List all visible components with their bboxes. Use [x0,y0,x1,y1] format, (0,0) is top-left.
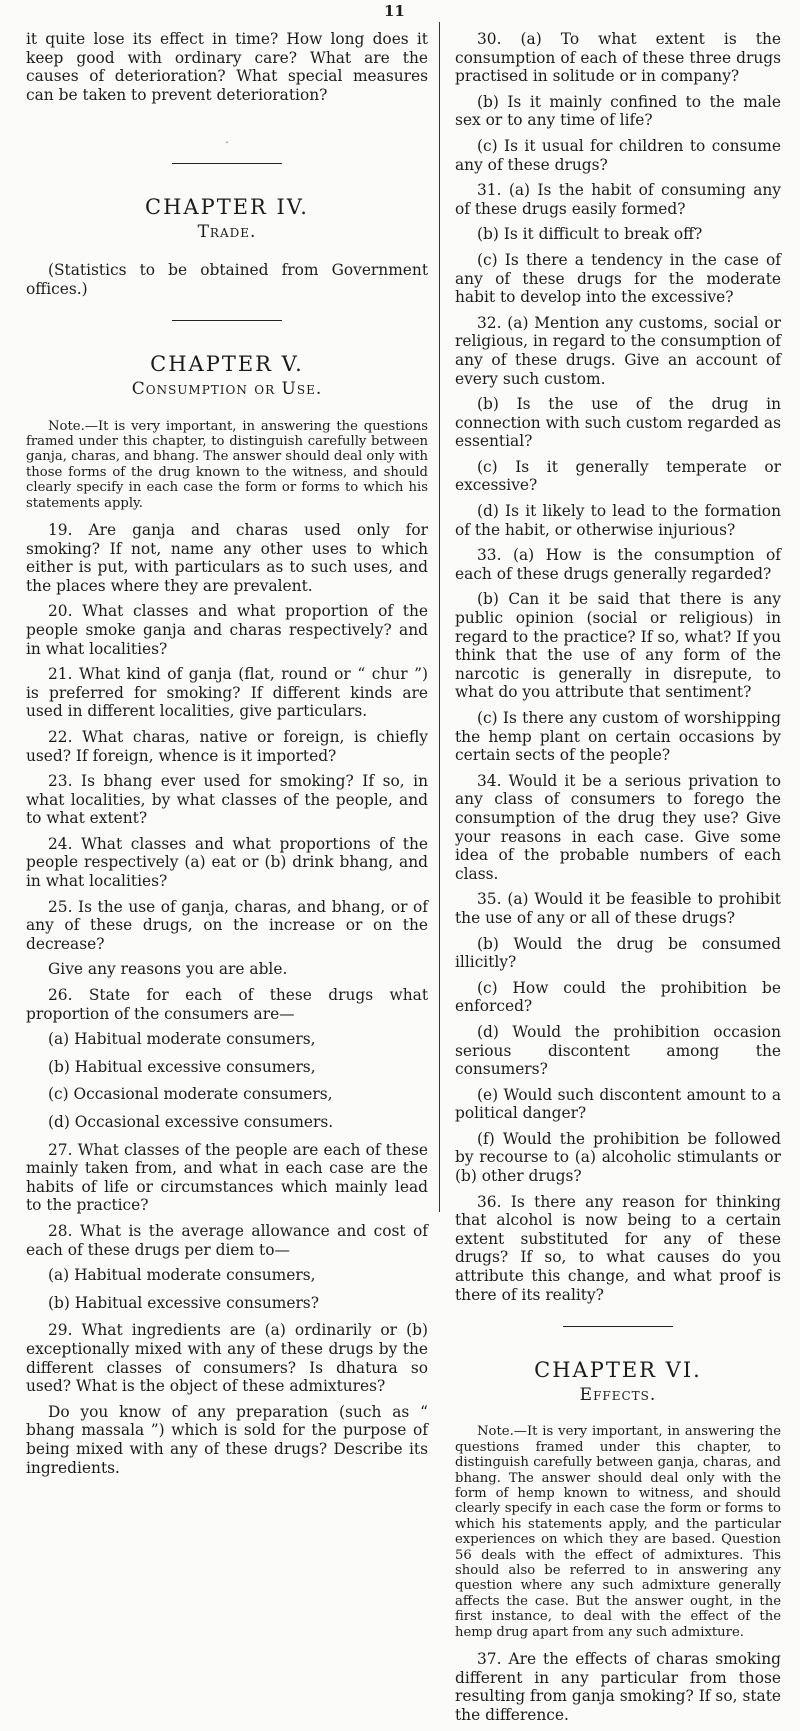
page-number: 11 [384,2,405,20]
chapter-6-heading: CHAPTER VI. [534,1358,702,1383]
chapter-4-note: (Statistics to be obtained from Government offices.) [26,261,428,298]
question-31: 31. (a) Is the habit of consuming any of these drugs easily formed? [455,181,781,218]
question-35-e: (e) Would such discontent amount to a political danger? [455,1085,781,1123]
chapter-5-heading: CHAPTER V. [150,352,304,377]
question-30-b: (b) Is it mainly confined to the male sex or to any time of life? [455,92,781,130]
question-29-followup: Do you know of any preparation (such as “ bhang massala ”) which is sold for the purpose of being mixed with any of these drugs? Describe its ingredients. [26,1402,428,1477]
chapter-4-subheading: Trade. [197,221,257,242]
question-34: 34. Would it be a serious privation to any class of consumers to forego the consumption of the drug they use? Give your reasons in each case. Give some idea of the probable numbers of each class. [455,771,781,883]
question-32-d: (d) Is it likely to lead to the formation of the habit, or otherwise injurious? [455,502,781,539]
question-30: 30. (a) To what extent is the consumption of each of these three drugs practised in solitude or in company? [455,30,781,86]
chapter-4-heading: CHAPTER IV. [145,194,309,219]
question-31-c: (c) Is there a tendency in the case of any of these drugs for the moderate habit to develop into the excessive? [455,250,781,307]
question-35-c: (c) How could the prohibition be enforced? [455,978,781,1016]
question-35-f: (f) Would the prohibition be followed by recourse to (a) alcoholic stimulants or (b) other drugs? [455,1129,781,1186]
question-30-c: (c) Is it usual for children to consume any of these drugs? [455,136,781,174]
question-21: 21. What kind of ganja (flat, round or “ chur ”) is preferred for smoking? If different kinds are used in different localities, give particulars. [26,665,428,721]
question-33-b: (b) Can it be said that there is any public opinion (social or religious) in regard to the practice? If so, what? If you think that the use of any form of the narcotic is generally in disrepute, to what do you attribute that sentiment? [455,590,781,702]
chapter-5-subheading: Consumption or Use. [131,378,323,399]
question-20: 20. What classes and what proportion of the people smoke ganja and charas respectively? and in what localities? [26,602,428,658]
question-28-item-a: (a) Habitual moderate consumers, [48,1266,316,1285]
question-32: 32. (a) Mention any customs, social or religious, in regard to the consumption of any of these drugs. Give an account of every such custom. [455,313,781,388]
question-31-b: (b) Is it difficult to break off? [477,225,703,244]
chapter-6-subheading: Effects. [579,1384,657,1405]
question-36: 36. Is there any reason for thinking that alcohol is now being to a certain extent substituted for any of these drugs? If so, to what causes do you attribute this change, and what proof is there of its reality? [455,1192,781,1304]
section-rule [172,320,282,321]
intro-paragraph: it quite lose its effect in time? How long does it keep good with ordinary care? What are the causes of deterioration? What special measures can be taken to prevent deterioration? [26,30,428,104]
question-35-b: (b) Would the drug be consumed illicitly? [455,934,781,972]
left-column [26,30,428,1484]
question-25-followup: Give any reasons you are able. [48,960,288,979]
question-32-b: (b) Is the use of the drug in connection with such custom regarded as essential? [455,395,781,451]
question-28: 28. What is the average allowance and cost of each of these drugs per diem to— [26,1221,428,1259]
ornament-mark: · [225,136,229,150]
question-24: 24. What classes and what proportions of the people respectively (a) eat or (b) drink bhang, and in what localities? [26,834,428,891]
question-22: 22. What charas, native or foreign, is chiefly used? If foreign, whence is it imported? [26,727,428,765]
question-37: 37. Are the effects of charas smoking different in any particular from those resulting from ganja smoking? If so, state the difference. [455,1650,781,1724]
section-rule [563,1326,673,1327]
chapter-5-note: Note.—It is very important, in answering the questions framed under this chapter, to distinguish carefully between ganja, charas, and bhang. The answer should deal only with those forms of the drug known to the witness, and should clearly specify in each case the form or forms to which his statements apply. [26,418,428,511]
question-29: 29. What ingredients are (a) ordinarily or (b) exceptionally mixed with any of these drugs by the different classes of consumers? Is dhatura so used? What is the object of these admixtures? [26,1321,428,1396]
question-28-item-b: (b) Habitual excessive consumers? [48,1293,319,1312]
question-26-item-a: (a) Habitual moderate consumers, [48,1030,316,1049]
question-27: 27. What classes of the people are each of these mainly taken from, and what in each case are the habits of life or circumstances which mainly lead to the practice? [26,1140,428,1215]
right-column [455,30,781,1731]
question-23: 23. Is bhang ever used for smoking? If so, in what localities, by what classes of the people, and to what extent? [26,772,428,828]
question-35: 35. (a) Would it be feasible to prohibit the use of any or all of these drugs? [455,890,781,927]
question-35-d: (d) Would the prohibition occasion serious discontent among the consumers? [455,1022,781,1079]
question-26-item-d: (d) Occasional excessive consumers. [48,1113,334,1131]
question-33-c: (c) Is there any custom of worshipping the hemp plant on certain occasions by certain sects of the people? [455,709,781,765]
question-19: 19. Are ganja and charas used only for smoking? If not, name any other uses to which either is put, with particulars as to such uses, and the places where they are prevalent. [26,520,428,595]
column-divider [439,22,440,1212]
question-32-c: (c) Is it generally temperate or excessive? [455,457,781,495]
question-26-item-c: (c) Occasional moderate consumers, [48,1085,333,1104]
question-25: 25. Is the use of ganja, charas, and bhang, or of any of these drugs, on the increase or on the decrease? [26,897,428,953]
section-rule [172,163,282,164]
question-26-item-b: (b) Habitual excessive consumers, [48,1057,316,1076]
question-26: 26. State for each of these drugs what proportion of the consumers are— [26,986,428,1023]
question-33: 33. (a) How is the consumption of each of these drugs generally regarded? [455,546,781,583]
chapter-6-note: Note.—It is very important, in answering the questions framed under this chapter, to distinguish carefully between ganja, charas, and bhang. The answer should deal only with the form of hemp known to witness, and should clearly specify in each case the form or forms to which his statements apply, and the particular experiences on which they are based. Question 56 deals with the effect of admixtures. This should also be referred to in answering any question where any such admixture generally affects the case. But the answer ought, in the first instance, to deal with the effect of the hemp drug apart from any such admixture. [455,1424,781,1640]
